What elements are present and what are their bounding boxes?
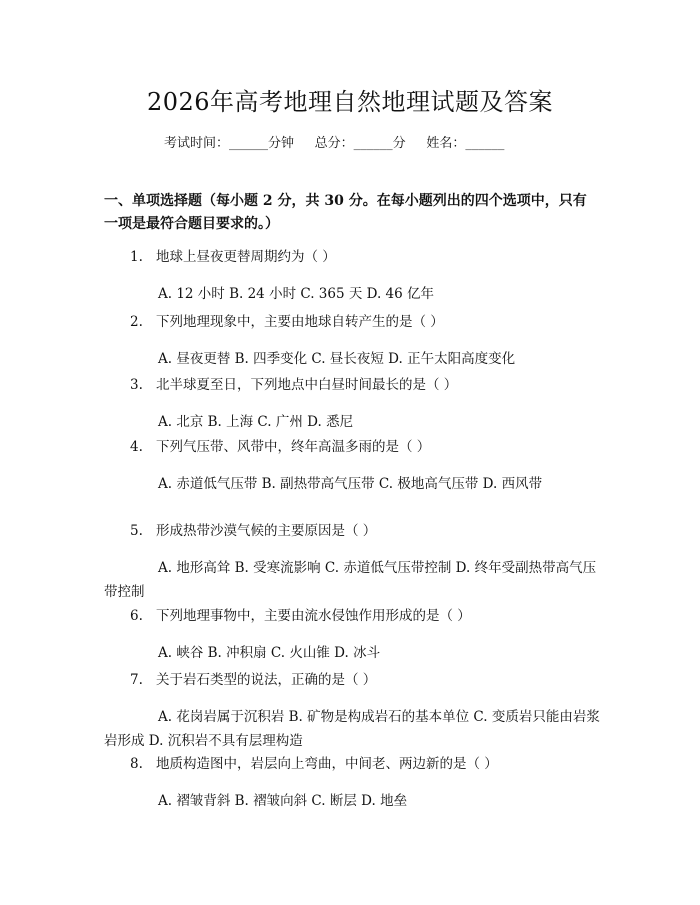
question-options: A. 12 小时 B. 24 小时 C. 365 天 D. 46 亿年 bbox=[158, 286, 435, 302]
question-item bbox=[104, 373, 600, 434]
question-number: 1. bbox=[130, 249, 143, 265]
question-stem: 北半球夏至日，下列地点中白昼时间最长的是（ ） bbox=[156, 377, 458, 393]
question-item bbox=[104, 310, 600, 371]
question-item bbox=[104, 435, 600, 496]
question-number: 3. bbox=[130, 377, 143, 393]
question-stem: 地质构造图中，岩层向上弯曲，中间老、两边新的是（ ） bbox=[156, 756, 498, 772]
question-item bbox=[104, 245, 600, 306]
question-options: A. 北京 B. 上海 C. 广州 D. 悉尼 bbox=[158, 414, 354, 430]
question-stem: 关于岩石类型的说法，正确的是（ ） bbox=[156, 672, 377, 688]
question-options: A. 昼夜更替 B. 四季变化 C. 昼长夜短 D. 正午太阳高度变化 bbox=[158, 351, 516, 367]
question-number: 5. bbox=[130, 523, 143, 539]
question-stem: 下列气压带、风带中，终年高温多雨的是（ ） bbox=[156, 439, 431, 455]
question-options: A. 峡谷 B. 冲积扇 C. 火山锥 D. 冰斗 bbox=[158, 645, 381, 661]
question-number: 7. bbox=[130, 672, 143, 688]
question-number: 2. bbox=[130, 314, 143, 330]
question-item bbox=[104, 752, 600, 813]
question-stem: 地球上昼夜更替周期约为（ ） bbox=[156, 249, 336, 265]
question-options: A. 赤道低气压带 B. 副热带高气压带 C. 极地高气压带 D. 西风带 bbox=[158, 476, 543, 492]
question-stem: 形成热带沙漠气候的主要原因是（ ） bbox=[156, 523, 377, 539]
question-item bbox=[104, 604, 600, 665]
page-title: 2026年高考地理自然地理试题及答案 bbox=[146, 88, 554, 116]
question-number: 4. bbox=[130, 439, 143, 455]
question-number: 6. bbox=[130, 608, 143, 624]
question-stem: 下列地理事物中，主要由流水侵蚀作用形成的是（ ） bbox=[156, 608, 471, 624]
question-stem: 下列地理现象中，主要由地球自转产生的是（ ） bbox=[156, 314, 444, 330]
question-options: A. 地形高耸 B. 受寒流影响 C. 赤道低气压带控制 D. 终年受副热带高气压带控制 bbox=[104, 560, 597, 600]
exam-info-line: 考试时间：______分钟 总分：______分 姓名：______ bbox=[164, 136, 505, 151]
question-options: A. 花岗岩属于沉积岩 B. 矿物是构成岩石的基本单位 C. 变质岩只能由岩浆岩形成 D. 沉积岩不具有层理构造 bbox=[104, 709, 600, 749]
section-heading: 一、单项选择题（每小题 2 分，共 30 分。在每小题列出的四个选项中，只有一项是最符合题目要求的。） bbox=[104, 193, 587, 232]
question-options: A. 褶皱背斜 B. 褶皱向斜 C. 断层 D. 地垒 bbox=[158, 793, 408, 809]
question-number: 8. bbox=[130, 756, 143, 772]
question-item bbox=[104, 668, 600, 753]
question-item bbox=[104, 519, 600, 604]
